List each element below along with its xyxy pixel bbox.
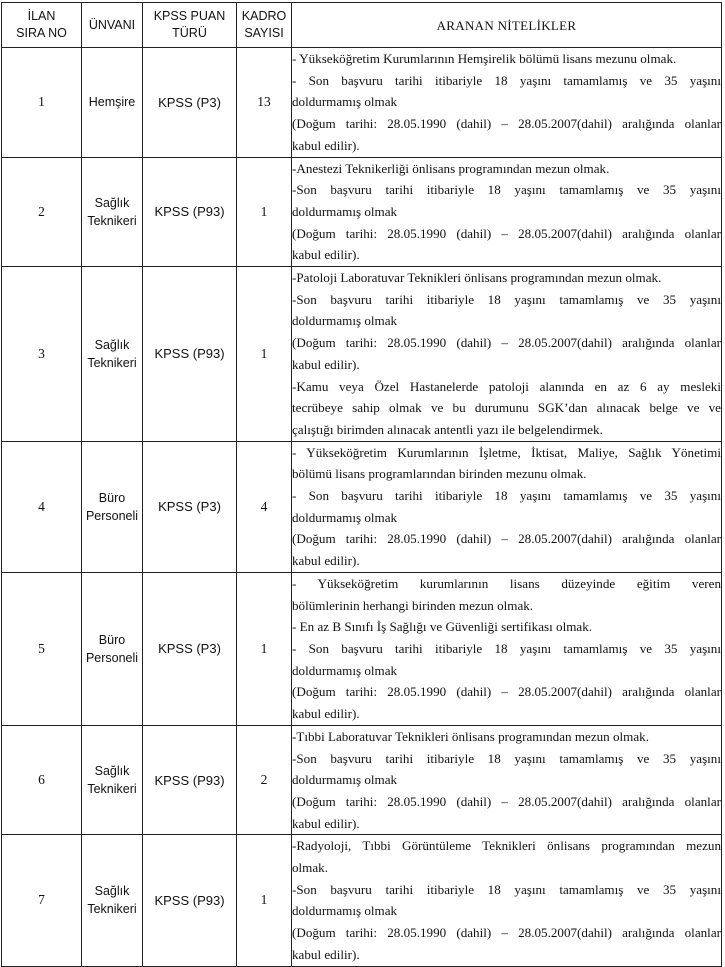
requirement-line: doldurmamış olmak (292, 313, 398, 329)
requirements-cell (292, 267, 722, 442)
requirement-line: doldurmamış olmak (292, 662, 398, 678)
table-row (2, 725, 722, 835)
requirement-line: kabul edilir). (292, 706, 360, 722)
posting-no-cell: 4 (2, 441, 82, 572)
staff-count-cell: 1 (237, 267, 292, 442)
header-kpss-type: KPSS PUAN TÜRÜ (143, 3, 237, 48)
requirement-line: doldurmamış olmak (292, 509, 398, 525)
requirement-line: doldurmamış olmak (292, 94, 398, 110)
requirement-line: doldurmamış olmak (292, 903, 398, 919)
requirement-line: kabul edilir). (292, 247, 360, 263)
requirement-line: - Son başvuru tarihi itibariyle 18 yaşını tamamlamış ve 35 yaşını (292, 640, 721, 656)
requirement-line: doldurmamış olmak (292, 203, 398, 219)
requirement-line: (Doğum tarihi: 28.05.1990 (dahil) – 28.05.2007(dahil) aralığında olanlar (292, 116, 721, 132)
kpss-type-cell: KPSS (P3) (143, 441, 237, 572)
posting-no-cell: 5 (2, 572, 82, 725)
position-title-cell (82, 441, 143, 572)
requirements-cell (292, 835, 722, 966)
table-row (2, 835, 722, 966)
requirement-line: - Son başvuru tarihi itibariyle 18 yaşını tamamlamış ve 35 yaşını (292, 488, 721, 504)
requirement-line: (Doğum tarihi: 28.05.1990 (dahil) – 28.05.2007(dahil) aralığında olanlar (292, 335, 721, 351)
requirement-line: tecrübeye sahip olmak ve bu durumunu SGK’dan alınacak belge ve ve (292, 400, 721, 416)
staff-count-cell: 13 (237, 48, 292, 158)
position-title-cell (82, 267, 143, 442)
requirement-line: - Yükseköğretim Kurumlarının Hemşirelik bölümü lisans mezunu olmak. (292, 51, 677, 66)
kpss-type-cell: KPSS (P93) (143, 157, 237, 267)
requirement-line: - Yükseköğretim Kurumlarının İşletme, İktisat, Maliye, Sağlık Yönetimi (292, 444, 721, 460)
staff-count-cell: 1 (237, 572, 292, 725)
header-staff-count: KADRO SAYISI (237, 3, 292, 48)
requirement-line: -Kamu veya Özel Hastanelerde patoloji alanında en az 6 ay mesleki (292, 378, 721, 394)
requirement-line: kabul edilir). (292, 356, 360, 372)
header-posting-no: İLAN SIRA NO (2, 3, 82, 48)
posting-no-cell: 1 (2, 48, 82, 158)
staff-count-cell: 4 (237, 441, 292, 572)
requirements-cell (292, 725, 722, 835)
requirement-line: (Doğum tarihi: 28.05.1990 (dahil) – 28.05.2007(dahil) aralığında olanlar (292, 684, 721, 700)
requirement-line: -Anestezi Teknikerliği önlisans programından mezun olmak. (292, 160, 610, 176)
kpss-type-cell: KPSS (P93) (143, 835, 237, 966)
position-title-line: Hemşire (88, 95, 136, 110)
requirement-line: -Patoloji Laboratuvar Teknikleri önlisans programından mezun olmak. (292, 270, 662, 286)
position-title-line: Sağlık (94, 884, 130, 899)
position-title-cell (82, 835, 143, 966)
position-title-line: Personeli (85, 650, 139, 665)
header-requirements: ARANAN NİTELİKLER (292, 3, 722, 48)
requirement-line: (Doğum tarihi: 28.05.1990 (dahil) – 28.05.2007(dahil) aralığında olanlar (292, 793, 721, 809)
position-title-cell (82, 725, 143, 835)
position-title-cell (82, 572, 143, 725)
position-title-line: Sağlık (94, 195, 130, 210)
requirement-line: -Son başvuru tarihi itibariyle 18 yaşını tamamlamış ve 35 yaşını (292, 881, 721, 897)
kpss-type-cell: KPSS (P93) (143, 725, 237, 835)
requirement-line: olmak. (292, 860, 329, 876)
table-row (2, 572, 722, 725)
kpss-type-cell: KPSS (P3) (143, 572, 237, 725)
kpss-type-cell: KPSS (P93) (143, 267, 237, 442)
requirements-cell (292, 441, 722, 572)
requirement-line: - En az B Sınıfı İş Sağlığı ve Güvenliği sertifikası olmak. (292, 619, 593, 635)
requirement-line: kabul edilir). (292, 815, 360, 831)
position-title-cell (82, 157, 143, 267)
table-row (2, 48, 722, 158)
table-row (2, 157, 722, 267)
position-title-line: Sağlık (94, 337, 130, 352)
requirements-cell (292, 157, 722, 267)
posting-no-cell: 6 (2, 725, 82, 835)
position-title-line: Teknikeri (87, 782, 137, 797)
position-title-cell (82, 48, 143, 158)
requirement-line: (Doğum tarihi: 28.05.1990 (dahil) – 28.05.2007(dahil) aralığında olanlar (292, 225, 721, 241)
position-title-line: Teknikeri (87, 902, 137, 917)
posting-no-cell: 7 (2, 835, 82, 966)
requirement-line: -Son başvuru tarihi itibariyle 18 yaşını tamamlamış ve 35 yaşını (292, 291, 721, 307)
requirement-line: -Son başvuru tarihi itibariyle 18 yaşını tamamlamış ve 35 yaşını (292, 750, 721, 766)
table-header-row (2, 3, 722, 48)
header-title: ÜNVANI (82, 3, 143, 48)
requirement-line: bölümü lisans programlarından birinden mezunu olmak. (292, 466, 587, 482)
requirement-line: -Tıbbi Laboratuvar Teknikleri önlisans programından mezun olmak. (292, 728, 650, 744)
requirement-line: kabul edilir). (292, 553, 360, 569)
staff-count-cell: 2 (237, 725, 292, 835)
position-title-line: Büro (98, 490, 126, 505)
requirement-line: - Son başvuru tarihi itibariyle 18 yaşını tamamlamış ve 35 yaşını (292, 72, 721, 88)
table-row (2, 267, 722, 442)
requirements-cell (292, 48, 722, 158)
staff-count-cell: 1 (237, 835, 292, 966)
requirement-line: çalıştığı birimden alınacak antentli yazı ile belgelendirmek. (292, 421, 603, 437)
requirement-line: -Radyoloji, Tıbbi Görüntüleme Teknikleri önlisans programından mezun (292, 838, 721, 854)
posting-no-cell: 2 (2, 157, 82, 267)
staff-count-cell: 1 (237, 157, 292, 267)
table-row (2, 441, 722, 572)
requirement-line: -Son başvuru tarihi itibariyle 18 yaşını tamamlamış ve 35 yaşını (292, 182, 721, 198)
requirement-line: (Doğum tarihi: 28.05.1990 (dahil) – 28.05.2007(dahil) aralığında olanlar (292, 531, 721, 547)
requirement-line: (Doğum tarihi: 28.05.1990 (dahil) – 28.05.2007(dahil) aralığında olanlar (292, 925, 721, 941)
position-title-line: Büro (98, 632, 126, 647)
job-positions-table (1, 2, 722, 967)
requirements-cell (292, 572, 722, 725)
position-title-line: Teknikeri (87, 355, 137, 370)
requirement-line: - Yükseköğretim kurumlarının lisans düzeyinde eğitim veren (292, 575, 721, 591)
kpss-type-cell: KPSS (P3) (143, 48, 237, 158)
requirement-line: kabul edilir). (292, 137, 360, 153)
requirement-line: bölümlerinin herhangi birinden mezun olmak. (292, 597, 534, 613)
requirement-line: doldurmamış olmak (292, 772, 398, 788)
requirement-line: kabul edilir). (292, 946, 360, 962)
posting-no-cell: 3 (2, 267, 82, 442)
position-title-line: Personeli (85, 508, 139, 523)
position-title-line: Sağlık (94, 764, 130, 779)
position-title-line: Teknikeri (87, 213, 137, 228)
